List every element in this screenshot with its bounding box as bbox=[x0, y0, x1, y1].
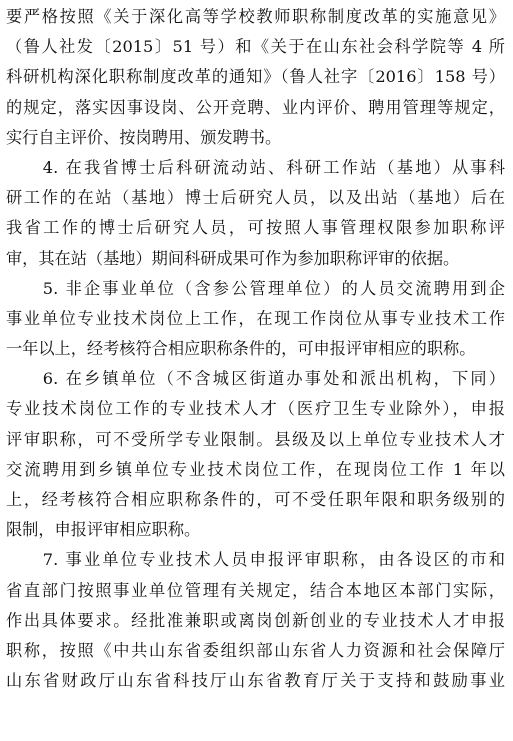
text-line: 我省工作的博士后研究人员，可按照人事管理权限参加职称评 bbox=[6, 218, 505, 238]
text-line: 专业技术岗位工作的专业技术人才（医疗卫生专业除外），申报 bbox=[6, 399, 505, 419]
text-line: 要严格按照《关于深化高等学校教师职称制度改革的实施意见》 bbox=[6, 7, 505, 26]
text-line: 交流聘用到乡镇单位专业技术岗位工作，在现岗位工作 1 年以 bbox=[6, 459, 505, 479]
text-line: 实行自主评价、按岗聘用、颁发聘书。 bbox=[6, 127, 282, 147]
text-line: 审，其在站（基地）期间科研成果可作为参加职称评审的依据。 bbox=[6, 248, 460, 268]
text-line: 一年以上，经考核符合相应职称条件的，可申报评审相应的职称。 bbox=[6, 339, 476, 359]
text-line: 上，经考核符合相应职称条件的，可不受任职年限和职务级别的 bbox=[6, 490, 505, 509]
text-line: 省直部门按照事业单位管理有关规定，结合本地区本部门实际， bbox=[6, 580, 505, 600]
text-line: 6. 在乡镇单位（不含城区街道办事处和派出机构，下同） bbox=[6, 369, 505, 389]
text-line: 研工作的在站（基地）博士后研究人员，以及出站（基地）后在 bbox=[6, 188, 505, 208]
text-line: 限制，申报评审相应职称。 bbox=[6, 520, 201, 540]
text-line: 职称，按照《中共山东省委组织部山东省人力资源和社会保障厅 bbox=[6, 640, 505, 660]
text-line: 事业单位专业技术岗位上工作，在现工作岗位从事专业技术工作 bbox=[6, 308, 505, 328]
text-line: 4. 在我省博士后科研流动站、科研工作站（基地）从事科 bbox=[6, 157, 505, 177]
text-line: 科研机构深化职称制度改革的通知》（鲁人社字〔2016〕158 号） bbox=[6, 67, 505, 87]
text-line: 山东省财政厅山东省科技厅山东省教育厅关于支持和鼓励事业 bbox=[6, 671, 505, 691]
text-line: 5. 非企事业单位（含参公管理单位）的人员交流聘用到企 bbox=[6, 278, 505, 298]
text-line: 作出具体要求。经批准兼职或离岗创新创业的专业技术人才申报 bbox=[6, 610, 505, 630]
text-line: 的规定，落实因事设岗、公开竞聘、业内评价、聘用管理等规定， bbox=[6, 97, 505, 117]
text-line: 7. 事业单位专业技术人员申报评审职称，由各设区的市和 bbox=[6, 550, 505, 570]
text-line: （鲁人社发〔2015〕51 号）和《关于在山东社会科学院等 4 所 bbox=[6, 37, 505, 57]
text-line: 评审职称，可不受所学专业限制。县级及以上单位专业技术人才 bbox=[6, 429, 505, 449]
